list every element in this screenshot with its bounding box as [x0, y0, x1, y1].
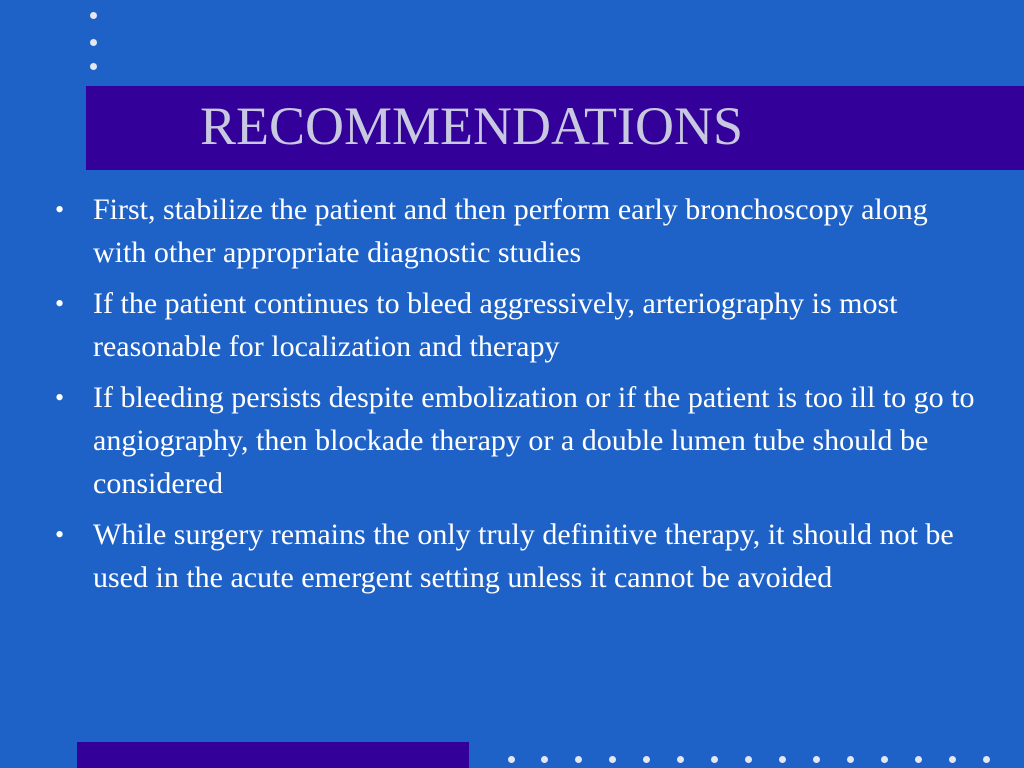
decor-dot [508, 756, 515, 763]
decor-dot [90, 63, 97, 70]
bottom-bar [77, 742, 469, 768]
bullet-item [50, 513, 985, 599]
bullet-text: If bleeding persists despite embolization or if the patient is too ill to go to angiography, then blockade therapy or a double lumen tube should be considered [93, 381, 975, 500]
bullet-item [50, 376, 985, 505]
decor-dot [881, 756, 888, 763]
bullet-icon: • [55, 520, 65, 549]
decor-dot [779, 756, 786, 763]
decor-dot [983, 756, 990, 763]
bullet-text: While surgery remains the only truly definitive therapy, it should not be used in the acute emergent setting unless it cannot be avoided [93, 518, 954, 594]
decor-dot [745, 756, 752, 763]
decor-dot [90, 39, 97, 46]
decor-dot [915, 756, 922, 763]
bullet-item [50, 282, 985, 368]
title-bar [86, 86, 1024, 170]
decor-dot [847, 756, 854, 763]
decor-dot [711, 756, 718, 763]
bullet-icon: • [55, 289, 65, 318]
decor-dot [813, 756, 820, 763]
decor-dot [575, 756, 582, 763]
decor-dot [90, 12, 97, 19]
bullet-item [50, 188, 985, 274]
slide-title: RECOMMENDATIONS [200, 96, 744, 156]
bullet-text: First, stabilize the patient and then perform early bronchoscopy along with other appropriate diagnostic studies [93, 193, 928, 269]
decor-dot [949, 756, 956, 763]
bullet-icon: • [55, 383, 65, 412]
decor-dot [609, 756, 616, 763]
decor-dot [677, 756, 684, 763]
bullet-text: If the patient continues to bleed aggressively, arteriography is most reasonable for localization and therapy [93, 287, 898, 363]
bullet-icon: • [55, 195, 65, 224]
decor-dot [541, 756, 548, 763]
bullet-list [50, 188, 985, 607]
decor-dot [643, 756, 650, 763]
